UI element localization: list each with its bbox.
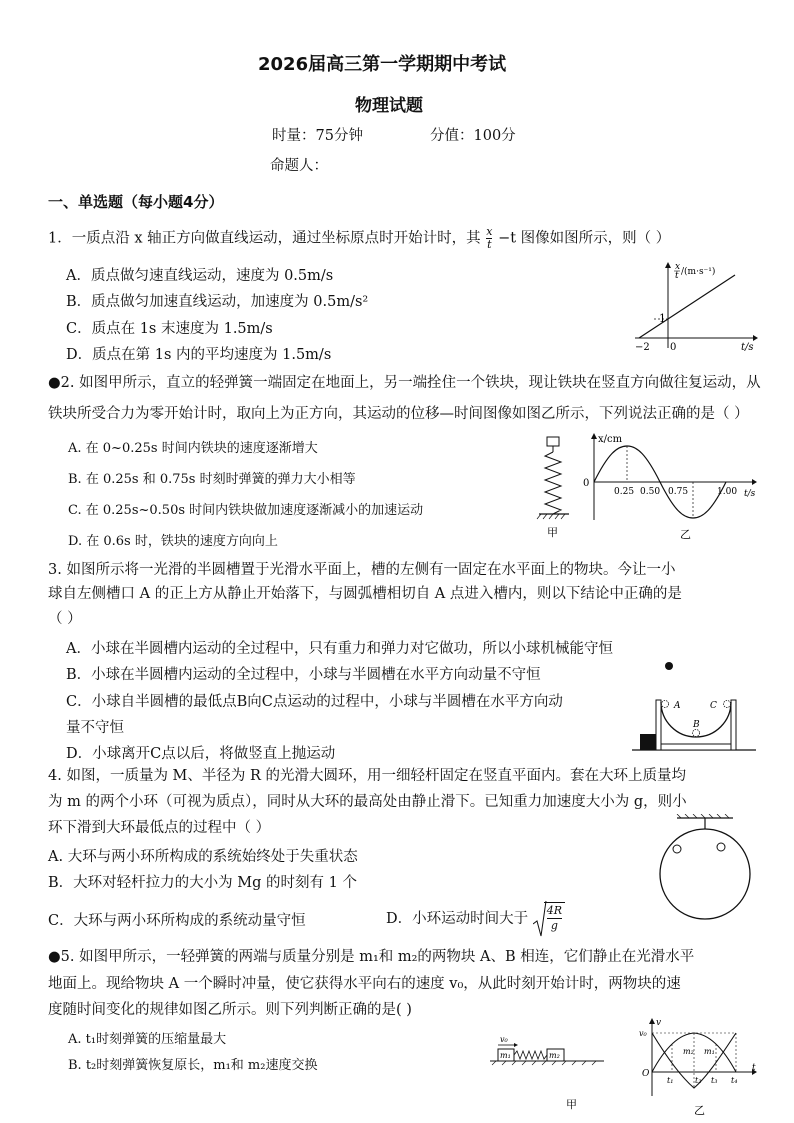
q5-option-a: A. t₁时刻弹簧的压缩量最大 — [68, 1032, 227, 1047]
q5-fig-m2: m₂ — [549, 1051, 560, 1060]
q4-stem-line1: 4. 如图，一质量为 M、半径为 R 的光滑大圆环，用一细轻杆固定在竖直平面内。套在大环上质量均 — [48, 768, 687, 784]
q2-spring-figure — [535, 432, 575, 542]
q5-stem-line2: 地面上。现给物块 A 一个瞬时冲量，使它获得水平向右的速度 v₀，从此时刻开始计时，两物块的速 — [48, 976, 681, 992]
q3-stem-line3: （ ） — [48, 611, 82, 627]
q5-t1: t₁ — [667, 1076, 674, 1085]
q2-option-d: D. 在 0.6s 时，铁块的速度方向向上 — [68, 534, 278, 549]
q1-origin: 0 — [670, 342, 677, 353]
q5-origin: O — [642, 1069, 650, 1079]
q4-option-d-text: D．小环运动时间大于 — [386, 911, 529, 927]
q1-stem — [48, 226, 670, 251]
q3-fixed-block — [640, 734, 656, 750]
q5-stem-line3: 度随时间变化的规律如图乙所示。则下列判断正确的是( ) — [48, 1002, 412, 1018]
subject-title: 物理试题 — [355, 96, 423, 116]
q4-option-b: B．大环对轻杆拉力的大小为 Mg 的时刻有 1 个 — [48, 875, 357, 891]
q5-blocks-figure — [488, 1032, 608, 1112]
q4-ring-figure — [655, 814, 755, 929]
q3-label-c: C — [710, 701, 717, 711]
q5-t3: t₃ — [711, 1076, 718, 1085]
q1-fraction — [486, 226, 492, 251]
q4-sqrt — [533, 902, 565, 933]
time-label: 时量：75分钟 — [272, 128, 363, 144]
q4-stem-line2: 为 m 的两个小环（可视为质点），同时从大环的最高处由静止滑下。已知重力加速度大小为 g，则小 — [48, 794, 687, 810]
q1-option-d: D．质点在第 1s 内的平均速度为 1.5m/s — [66, 347, 332, 363]
q1-xlabel: t/s — [741, 342, 754, 353]
q2-stem-line1: ●2. 如图甲所示，直立的轻弹簧一端固定在地面上，另一端拴住一个铁块，现让铁块在竖直方向做往复运动，从 — [48, 375, 761, 391]
q2-ylabel: x/cm — [598, 434, 623, 445]
q5-v-label: v — [656, 1018, 662, 1028]
q2-tick-050: 0.50 — [640, 487, 661, 497]
q1-stem-a: 1．一质点沿 x 轴正方向做直线运动，通过坐标原点时开始计时，其 — [48, 230, 481, 247]
q2-origin: 0 — [583, 478, 590, 489]
q3-option-b: B．小球在半圆槽内运动的全过程中，小球与半圆槽在水平方向动量不守恒 — [66, 667, 541, 683]
q2-xt-graph — [580, 432, 765, 547]
q5-fig-v0: v₀ — [500, 1035, 508, 1044]
q2-option-b: B. 在 0.25s 和 0.75s 时刻时弹簧的弹力大小相等 — [68, 472, 356, 487]
q5-vt-graph — [636, 1016, 761, 1121]
q2-stem-line2: 铁块所受合力为零开始计时，取向上为正方向，其运动的位移—时间图像如图乙所示，下列说法正确的是（ ） — [48, 406, 749, 422]
q2-tick-075: 0.75 — [668, 487, 689, 497]
q5-t-label: t — [752, 1063, 756, 1073]
q2-tick-025: 0.25 — [614, 487, 635, 497]
q1-tick-1: 1 — [659, 312, 666, 325]
q2-tick-100: 1.00 — [717, 487, 738, 497]
q1-stem-b: −t 图像如图所示，则（ ） — [498, 230, 671, 247]
q4-stem-line3: 环下滑到大环最低点的过程中（ ） — [48, 820, 271, 836]
q4-big-ring — [660, 829, 750, 919]
q5-v0-tick: v₀ — [639, 1029, 647, 1038]
q3-falling-ball — [665, 662, 673, 670]
q4-option-c: C．大环与两小环所构成的系统动量守恒 — [48, 913, 306, 929]
q1-option-b: B．质点做匀加速直线运动，加速度为 0.5m/s² — [66, 294, 369, 310]
q4-option-d — [386, 902, 565, 933]
q3-label-a: A — [674, 701, 681, 711]
q5-cap-right: 乙 — [694, 1104, 705, 1117]
q1-tick-neg2: −2 — [635, 342, 650, 353]
q5-t4: t₄ — [731, 1076, 738, 1085]
q2-option-a: A. 在 0~0.25s 时间内铁块的速度逐渐增大 — [68, 441, 318, 456]
q1-graph-line — [639, 275, 735, 338]
q3-stem-line2: 球自左侧槽口 A 的正上方从静止开始落下，与圆弧槽相切自 A 点进入槽内，则以下结论中正确的是 — [48, 586, 682, 602]
q3-label-b: B — [693, 720, 700, 730]
q5-fig-m1: m₁ — [500, 1051, 511, 1060]
section-heading: 一、单选题（每小题4分） — [48, 193, 224, 211]
q1-frac-den: t — [487, 238, 492, 251]
q1-ylabel: /(m·s⁻¹) — [681, 267, 716, 277]
q3-figure — [630, 656, 760, 756]
q4-option-a: A. 大环与两小环所构成的系统始终处于失重状态 — [48, 849, 358, 865]
q4-sqrt-num: 4R — [546, 904, 563, 917]
q1-option-a: A．质点做匀速直线运动，速度为 0.5m/s — [66, 268, 334, 284]
exam-title: 2026届高三第一学期期中考试 — [258, 54, 507, 75]
q2-option-c: C. 在 0.25s~0.50s 时间内铁块做加速度逐渐减小的加速运动 — [68, 503, 424, 518]
q1-ylabel-den: t — [675, 271, 679, 281]
q1-ylabel-num: x — [675, 262, 681, 272]
q3-option-a: A．小球在半圆槽内运动的全过程中，只有重力和弹力对它做功，所以小球机械能守恒 — [66, 641, 613, 657]
q3-stem-line1: 3. 如图所示将一光滑的半圆槽置于光滑水平面上，槽的左侧有一固定在水平面上的物块。今让一小 — [48, 562, 676, 578]
q4-sqrt-den: g — [550, 919, 558, 932]
q5-stem-line1: ●5. 如图甲所示，一轻弹簧的两端与质量分别是 m₁和 m₂的两物块 A、B 相连，它们静止在光滑水平 — [48, 949, 695, 965]
q5-curve-label-m2: m₂ — [683, 1047, 694, 1056]
q1-option-c: C．质点在 1s 末速度为 1.5m/s — [66, 321, 273, 337]
q2-cap-right: 乙 — [680, 528, 691, 541]
q4-small-ring-left — [673, 845, 681, 853]
q5-t2: t₂ — [695, 1076, 702, 1085]
q5-cap-left: 甲 — [566, 1098, 577, 1111]
q5-option-b: B. t₂时刻弹簧恢复原长，m₁和 m₂速度交换 — [68, 1058, 318, 1073]
q3-option-d: D．小球离开C点以后，将做竖直上抛运动 — [66, 746, 336, 762]
q1-graph — [625, 258, 760, 353]
author-label: 命题人： — [270, 158, 328, 174]
score-label: 分值：100分 — [430, 128, 516, 144]
q2-xlabel: t/s — [744, 489, 756, 499]
q5-curve-label-m1: m₁ — [704, 1047, 715, 1056]
q2-cap-left: 甲 — [547, 526, 558, 539]
q3-option-c: C．小球自半圆槽的最低点B向C点运动的过程中，小球与半圆槽在水平方向动 — [66, 694, 563, 710]
q4-small-ring-right — [717, 843, 725, 851]
q3-option-c-cont: 量不守恒 — [66, 720, 124, 736]
q1-frac-num: x — [486, 225, 493, 238]
